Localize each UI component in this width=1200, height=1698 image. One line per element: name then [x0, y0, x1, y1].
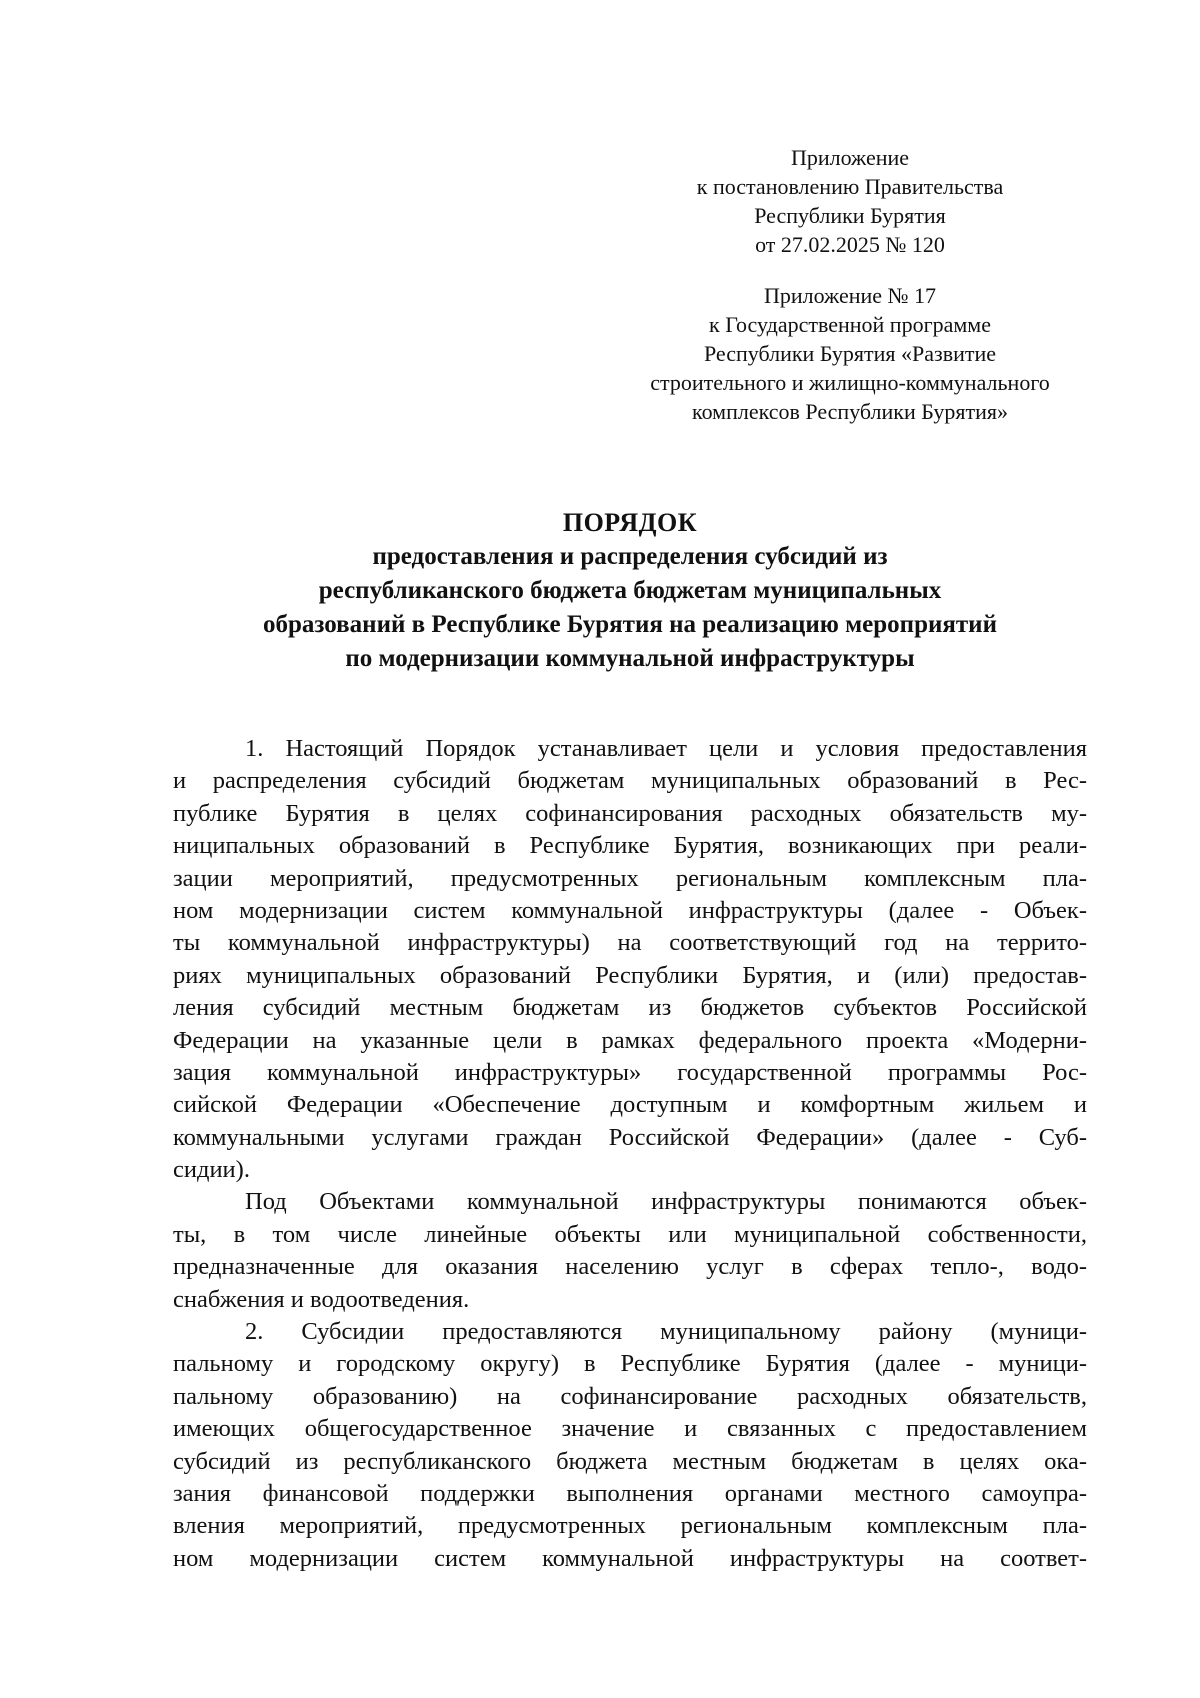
body-line: ты, в том числе линейные объекты или муниципальной собственности,	[173, 1220, 1087, 1248]
body-line: 2. Субсидии предоставляются муниципальному району (муници-	[245, 1318, 1087, 1346]
appendix-line: Республики Бурятия	[754, 203, 946, 228]
title-line: по модернизации коммунальной инфраструктуры	[345, 645, 915, 672]
appendix-header-resolution	[600, 143, 1100, 259]
body-line: зации мероприятий, предусмотренных региональным комплексным пла-	[173, 864, 1087, 892]
document-title	[150, 506, 1110, 676]
appendix-line: Приложение	[790, 145, 910, 170]
body-line: снабжения и водоотведения.	[173, 1285, 470, 1313]
appendix-line: к Государственной программе	[709, 312, 991, 337]
document-body	[173, 733, 1087, 1575]
body-line: зация коммунальной инфраструктуры» государственной программы Рос-	[173, 1058, 1087, 1086]
body-line: ниципальных образований в Республике Бурятия, возникающих при реали-	[173, 832, 1087, 860]
body-line: ления субсидий местным бюджетам из бюджетов субъектов Российской	[173, 994, 1087, 1022]
body-line: предназначенные для оказания населению услуг в сферах тепло-, водо-	[173, 1253, 1087, 1281]
appendix-line: Приложение № 17	[763, 283, 937, 308]
body-line: сидии).	[173, 1156, 250, 1184]
title-line: предоставления и распределения субсидий из	[372, 543, 888, 570]
body-line: Под Объектами коммунальной инфраструктуры понимаются объек-	[245, 1188, 1087, 1216]
appendix-line: комплексов Республики Бурятия»	[692, 399, 1008, 424]
body-line: имеющих общегосударственное значение и связанных с предоставлением	[173, 1415, 1087, 1443]
appendix-line: к постановлению Правительства	[696, 174, 1004, 199]
body-line: ном модернизации систем коммунальной инфраструктуры (далее - Объек-	[173, 896, 1087, 924]
body-line: 1. Настоящий Порядок устанавливает цели и условия предоставления	[245, 735, 1087, 762]
appendix-line: строительного и жилищно-коммунального	[650, 370, 1050, 395]
title-line: образований в Республике Бурятия на реализацию мероприятий	[262, 611, 997, 638]
body-line: субсидий из республиканского бюджета местным бюджетам в целях ока-	[173, 1447, 1087, 1475]
body-line: публике Бурятия в целях софинансирования расходных обязательств му-	[173, 799, 1087, 827]
appendix-line: Республики Бурятия «Развитие	[703, 341, 997, 366]
appendix-header-program	[590, 281, 1110, 426]
title-line: республиканского бюджета бюджетам муниципальных	[318, 577, 942, 604]
title-main: ПОРЯДОК	[562, 508, 698, 537]
body-line: ном модернизации систем коммунальной инфраструктуры на соответ-	[173, 1544, 1087, 1572]
body-line: сийской Федерации «Обеспечение доступным и комфортным жильем и	[173, 1091, 1087, 1119]
body-line: коммунальными услугами граждан Российской Федерации» (далее - Суб-	[173, 1123, 1087, 1151]
body-line: и распределения субсидий бюджетам муниципальных образований в Рес-	[173, 767, 1087, 795]
body-line: вления мероприятий, предусмотренных региональным комплексным пла-	[173, 1512, 1087, 1540]
body-line: пальному и городскому округу) в Республике Бурятия (далее - муници-	[173, 1350, 1087, 1378]
body-line: ты коммунальной инфраструктуры) на соответствующий год на террито-	[173, 929, 1087, 957]
appendix-line: от 27.02.2025 № 120	[755, 232, 945, 257]
body-line: пальному образованию) на софинансирование расходных обязательств,	[173, 1382, 1087, 1410]
body-line: риях муниципальных образований Республики Бурятия, и (или) предостав-	[173, 961, 1087, 989]
body-line: зания финансовой поддержки выполнения органами местного самоупра-	[173, 1479, 1087, 1507]
body-line: Федерации на указанные цели в рамках федерального проекта «Модерни-	[173, 1026, 1087, 1054]
